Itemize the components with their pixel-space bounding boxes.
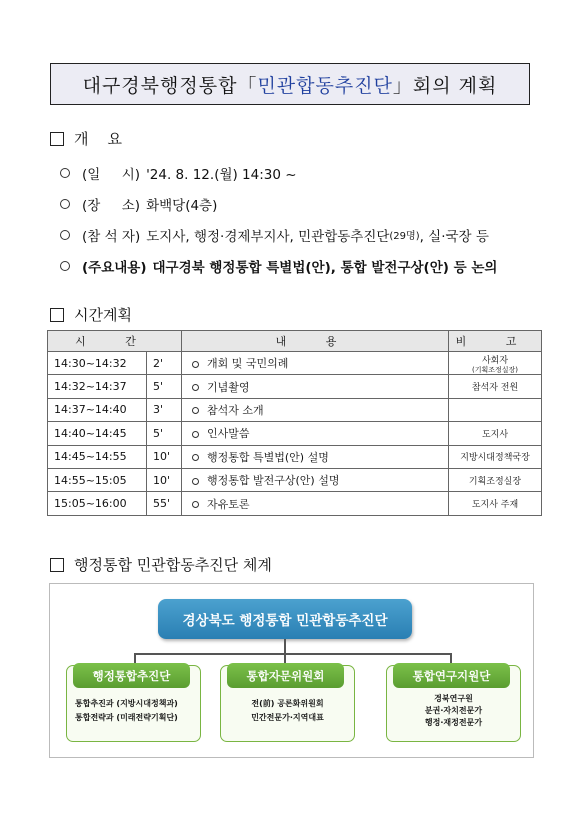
item-key: (참 석 자) [82, 228, 141, 245]
circle-bullet-icon [192, 431, 199, 438]
connector-line [284, 639, 286, 653]
circle-bullet-icon [60, 261, 70, 271]
overview-list [60, 157, 560, 281]
org-node-head: 행정통합추진단 [73, 663, 190, 688]
col-header-content: 내 용 [182, 331, 449, 352]
schedule-heading [50, 304, 132, 325]
cell-duration: 10' [147, 445, 182, 468]
org-node-body [225, 697, 350, 725]
cell-content-text: 행정통합 특별법(안) 설명 [207, 450, 329, 464]
cell-time: 14:45~14:55 [48, 445, 147, 468]
org-node-line: 분권·자치전문가 [424, 706, 483, 715]
cell-content [182, 375, 449, 398]
org-node-line: 전(前) 공론화위원회 [251, 699, 324, 708]
cell-note [449, 398, 542, 421]
item-value: 대구경북 행정통합 특별법(안), 통합 발전구상(안) 등 논의 [152, 259, 498, 276]
cell-time: 14:30~14:32 [48, 352, 147, 375]
cell-duration: 55' [147, 492, 182, 515]
org-node-research [386, 665, 521, 742]
cell-time: 14:32~14:37 [48, 375, 147, 398]
table-row [48, 352, 542, 375]
checkbox-square-icon [50, 558, 64, 572]
cell-duration: 10' [147, 468, 182, 491]
col-header-note: 비 고 [449, 331, 542, 352]
cell-note [449, 352, 542, 375]
circle-bullet-icon [60, 230, 70, 240]
table-row [48, 375, 542, 398]
cell-content-text: 기념촬영 [207, 380, 250, 394]
overview-item-place [60, 188, 560, 219]
cell-content-text: 자유토론 [207, 497, 250, 511]
org-node-admin-integration [66, 665, 201, 742]
col-header-time: 시 간 [48, 331, 182, 352]
table-row [48, 445, 542, 468]
org-node-line: 행정·재정전문가 [424, 718, 483, 727]
title-highlight: 민관합동추진단 [257, 74, 393, 97]
cell-content [182, 468, 449, 491]
cell-note-text: 사회자 [481, 355, 509, 366]
item-value-tail: , 실·국장 등 [419, 228, 489, 245]
cell-time: 14:37~14:40 [48, 398, 147, 421]
cell-duration: 5' [147, 375, 182, 398]
cell-content [182, 445, 449, 468]
item-value: '24. 8. 12.(월) 14:30 ~ [146, 166, 297, 183]
title-prefix: 대구경북행정통합「 [82, 74, 258, 97]
schedule-header-row [48, 331, 542, 352]
cell-note: 도지사 주재 [449, 492, 542, 515]
cell-content-text: 인사말씀 [207, 427, 250, 441]
circle-bullet-icon [192, 384, 199, 391]
table-row [48, 422, 542, 445]
cell-content [182, 352, 449, 375]
org-chart [49, 583, 534, 758]
cell-note-sub: (기획조정실장) [471, 365, 519, 374]
org-node-body [71, 697, 196, 725]
org-node-line: 경북연구원 [434, 694, 473, 703]
overview-item-attendees [60, 219, 560, 250]
cell-note: 지방시대정책국장 [449, 445, 542, 468]
org-heading [50, 554, 272, 575]
cell-content [182, 492, 449, 515]
cell-note: 기획조정실장 [449, 468, 542, 491]
title-suffix: 」회의 계획 [392, 74, 498, 97]
item-key: (장 소) [82, 197, 141, 214]
table-row [48, 398, 542, 421]
checkbox-square-icon [50, 308, 64, 322]
circle-bullet-icon [192, 478, 199, 485]
cell-duration: 3' [147, 398, 182, 421]
cell-time: 14:40~14:45 [48, 422, 147, 445]
cell-content-text: 참석자 소개 [207, 403, 264, 417]
cell-note: 참석자 전원 [449, 375, 542, 398]
checkbox-square-icon [50, 132, 64, 146]
circle-bullet-icon [192, 454, 199, 461]
circle-bullet-icon [60, 199, 70, 209]
org-node-line: 통합추진과 (지방시대정책과) [75, 699, 178, 708]
cell-content [182, 422, 449, 445]
cell-content-text: 행정통합 발전구상(안) 설명 [207, 474, 340, 488]
org-node-advisory [220, 665, 355, 742]
cell-duration: 2' [147, 352, 182, 375]
org-top-node: 경상북도 행정통합 민관합동추진단 [158, 599, 412, 639]
overview-heading-text: 개 요 [74, 130, 123, 148]
cell-note: 도지사 [449, 422, 542, 445]
item-key: (일 시) [82, 166, 141, 183]
org-node-line: 민간전문가·지역대표 [251, 713, 324, 722]
item-value: 화백당(4층) [146, 197, 218, 214]
overview-heading [50, 128, 122, 149]
schedule-table [47, 330, 542, 516]
org-heading-text: 행정통합 민관합동추진단 체계 [74, 556, 272, 574]
cell-content [182, 398, 449, 421]
circle-bullet-icon [192, 407, 199, 414]
org-node-body [391, 693, 516, 729]
item-value-small: (29명) [389, 231, 420, 242]
cell-time: 14:55~15:05 [48, 468, 147, 491]
cell-content-text: 개회 및 국민의례 [207, 357, 289, 371]
item-key: (주요내용) [82, 259, 147, 276]
circle-bullet-icon [192, 501, 199, 508]
table-row [48, 492, 542, 515]
org-node-line: 통합전략과 (미래전략기획단) [75, 713, 178, 722]
table-row [48, 468, 542, 491]
circle-bullet-icon [192, 361, 199, 368]
schedule-heading-text: 시간계획 [74, 306, 132, 324]
cell-time: 15:05~16:00 [48, 492, 147, 515]
circle-bullet-icon [60, 168, 70, 178]
item-value: 도지사, 행정·경제부지사, 민관합동추진단 [146, 228, 390, 245]
connector-line [134, 653, 452, 655]
org-node-head: 통합연구지원단 [393, 663, 510, 688]
overview-item-agenda [60, 250, 560, 281]
org-node-head: 통합자문위원회 [227, 663, 344, 688]
document-title [50, 63, 530, 105]
cell-duration: 5' [147, 422, 182, 445]
overview-item-datetime [60, 157, 560, 188]
